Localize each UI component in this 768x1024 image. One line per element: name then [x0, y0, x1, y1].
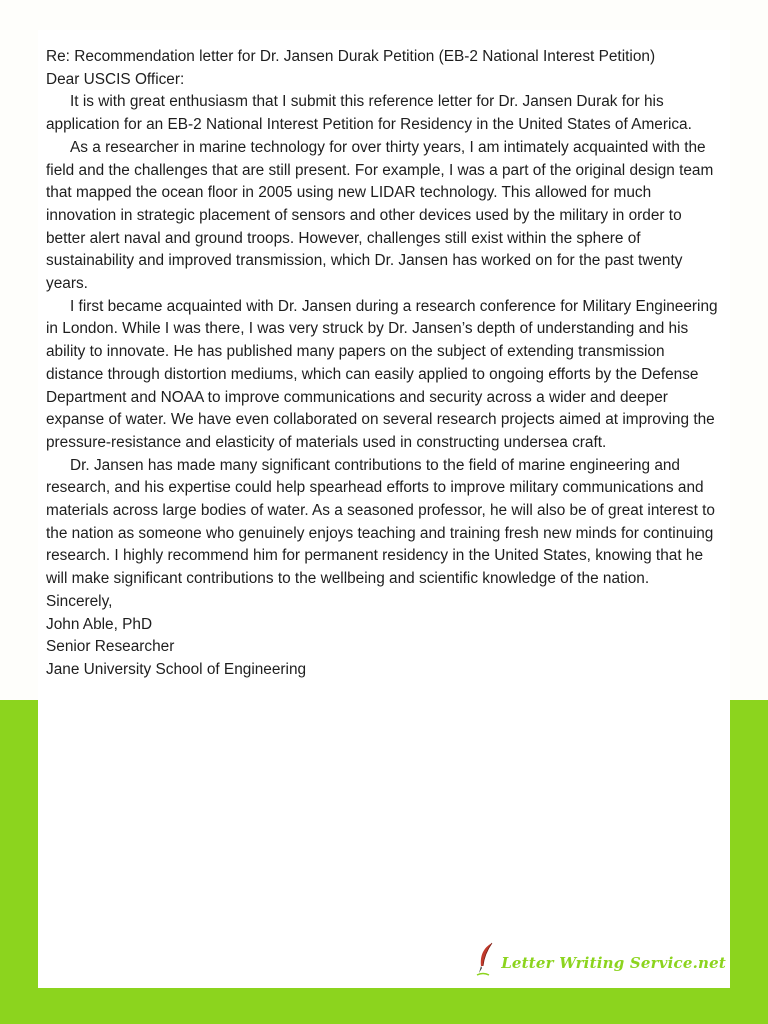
letter-salutation: Dear USCIS Officer: — [46, 70, 185, 88]
paragraph-intro: It is with great enthusiasm that I submit this reference letter for Dr. Jansen Durak for his application for an EB-2 National Interest Petition for Residency in the United States of America. — [46, 93, 692, 134]
letter-body — [46, 46, 722, 682]
signature-title: Senior Researcher — [46, 638, 175, 656]
letter-closing: Sincerely, — [46, 592, 113, 610]
paragraph-acquaintance: I first became acquainted with Dr. Jansen during a research conference for Military Engineering in London. While I was there, I was very struck by Dr. Jansen’s depth of understanding and his ability to innovate. He has published many papers on the subject of extending transmission distance through distortion mediums, which can easily applied to ongoing efforts by the Defense Department and NOAA to improve communications and security across a wider and deeper expanse of water. We have even collaborated on several research projects aimed at improving the pressure-resistance and elasticity of materials used in constructing undersea craft. — [46, 297, 718, 451]
quill-pen-icon — [475, 942, 497, 976]
signature-organization: Jane University School of Engineering — [46, 660, 307, 678]
letter-subject: Re: Recommendation letter for Dr. Jansen Durak Petition (EB-2 National Interest Petition) — [46, 48, 656, 65]
logo-text: Letter Writing Service.net — [501, 954, 726, 972]
paragraph-background: As a researcher in marine technology for over thirty years, I am intimately acquainted with the field and the challenges that are still present. For example, I was a part of the original design team that mapped the ocean floor in 2005 using new LIDAR technology. This allowed for much innovation in strategic placement of sensors and other devices used by the military in order to better alert naval and ground troops. However, challenges still exist within the sphere of sustainability and improved transmission, which Dr. Jansen has worked on for the past twenty years. — [46, 138, 714, 293]
paragraph-recommendation: Dr. Jansen has made many significant contributions to the field of marine engineering and research, and his expertise could help spearhead efforts to improve military communications and materials across large bodies of water. As a seasoned professor, he will also be of great interest to the nation as someone who genuinely enjoys teaching and training fresh new minds for continuing research. I highly recommend him for permanent residency in the United States, knowing that he will make significant contributions to the wellbeing and scientific knowledge of the nation. — [46, 456, 715, 588]
service-logo — [475, 942, 726, 976]
letter-page — [38, 30, 730, 988]
signature-name: John Able, PhD — [46, 615, 153, 633]
